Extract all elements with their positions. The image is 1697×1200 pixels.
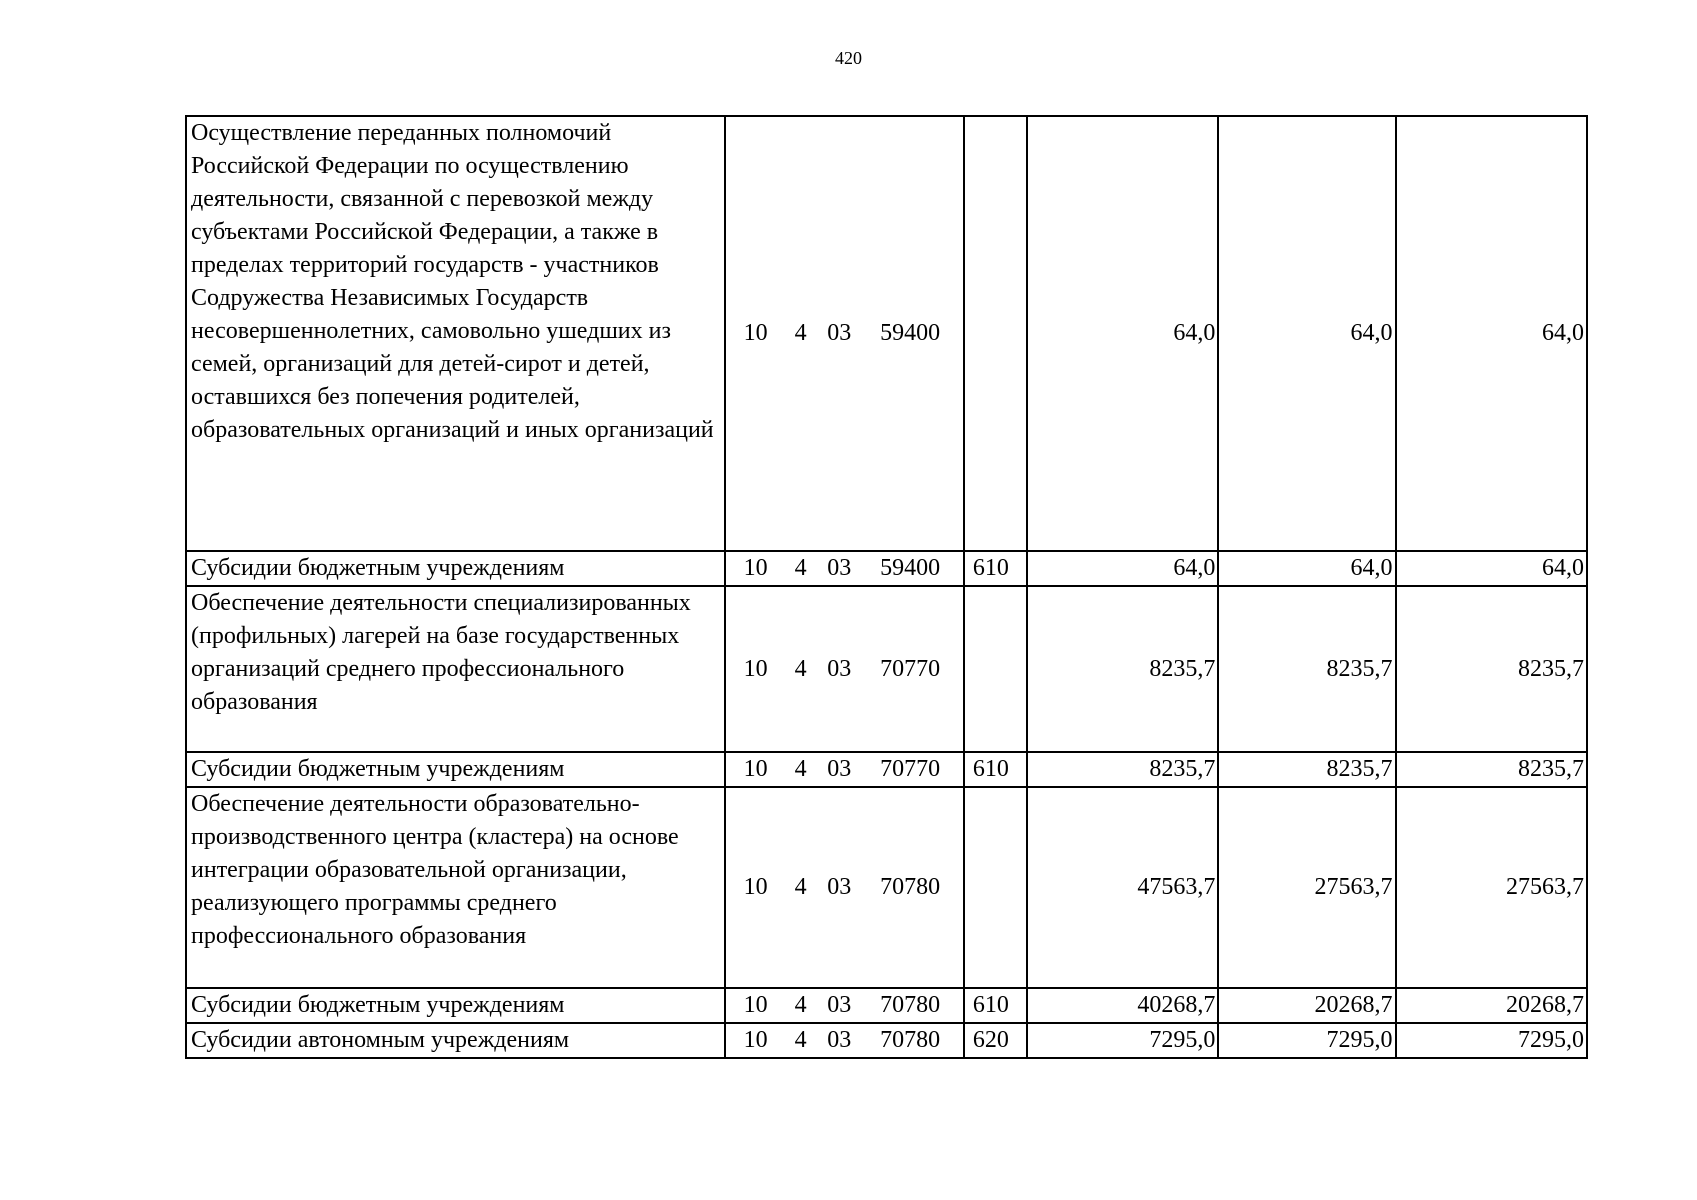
- table-row: [186, 752, 1587, 787]
- code-subsection: 4: [781, 551, 820, 586]
- value-year-2: 8235,7: [1218, 586, 1395, 752]
- row-name: Обеспечение деятельности образовательно-производственного центра (кластера) на основе интеграции образовательной организации, реализующего программы среднего профессионального образования: [186, 787, 725, 988]
- code-section: 10: [725, 551, 781, 586]
- value-year-1: 64,0: [1027, 551, 1218, 586]
- code-direction: 59400: [868, 551, 964, 586]
- value-year-3: 64,0: [1396, 551, 1587, 586]
- value-year-3: 27563,7: [1396, 787, 1587, 988]
- code-subsection: 4: [781, 787, 820, 988]
- code-section: 10: [725, 752, 781, 787]
- value-year-2: 64,0: [1218, 116, 1395, 551]
- value-year-3: 7295,0: [1396, 1023, 1587, 1058]
- code-direction: 70780: [868, 988, 964, 1023]
- expense-type: 620: [964, 1023, 1027, 1058]
- expense-type: [964, 586, 1027, 752]
- value-year-3: 20268,7: [1396, 988, 1587, 1023]
- code-program: 03: [819, 551, 868, 586]
- row-name: Субсидии бюджетным учреждениям: [186, 551, 725, 586]
- code-program: 03: [819, 1023, 868, 1058]
- row-name: Осуществление переданных полномочий Российской Федерации по осуществлению деятельности, связанной с перевозкой между субъектами Российской Федерации, а также в пределах территорий государств - участников Содружества Независимых Государств несовершеннолетних, самовольно ушедших из семей, организаций для детей-сирот и детей, оставшихся без попечения родителей, образовательных организаций и иных организаций: [186, 116, 725, 551]
- code-program: 03: [819, 586, 868, 752]
- code-subsection: 4: [781, 988, 820, 1023]
- value-year-3: 8235,7: [1396, 586, 1587, 752]
- row-name: Обеспечение деятельности специализированных (профильных) лагерей на базе государственных организаций среднего профессионального образования: [186, 586, 725, 752]
- expense-type: 610: [964, 551, 1027, 586]
- value-year-1: 8235,7: [1027, 752, 1218, 787]
- table-row: [186, 1023, 1587, 1058]
- value-year-1: 47563,7: [1027, 787, 1218, 988]
- expense-type: [964, 116, 1027, 551]
- code-direction: 70770: [868, 752, 964, 787]
- code-subsection: 4: [781, 752, 820, 787]
- code-direction: 59400: [868, 116, 964, 551]
- row-name: Субсидии бюджетным учреждениям: [186, 752, 725, 787]
- value-year-3: 64,0: [1396, 116, 1587, 551]
- expense-type: 610: [964, 988, 1027, 1023]
- code-subsection: 4: [781, 116, 820, 551]
- value-year-2: 20268,7: [1218, 988, 1395, 1023]
- value-year-2: 7295,0: [1218, 1023, 1395, 1058]
- code-direction: 70780: [868, 787, 964, 988]
- expense-type: [964, 787, 1027, 988]
- value-year-1: 7295,0: [1027, 1023, 1218, 1058]
- code-section: 10: [725, 586, 781, 752]
- code-direction: 70770: [868, 586, 964, 752]
- page-number: 420: [835, 48, 862, 68]
- code-direction: 70780: [868, 1023, 964, 1058]
- code-section: 10: [725, 787, 781, 988]
- code-subsection: 4: [781, 586, 820, 752]
- code-program: 03: [819, 787, 868, 988]
- code-section: 10: [725, 1023, 781, 1058]
- table-row: [186, 551, 1587, 586]
- table-row: [186, 787, 1587, 988]
- code-program: 03: [819, 988, 868, 1023]
- value-year-2: 27563,7: [1218, 787, 1395, 988]
- table-row: [186, 116, 1587, 551]
- table-row: [186, 988, 1587, 1023]
- value-year-2: 8235,7: [1218, 752, 1395, 787]
- value-year-3: 8235,7: [1396, 752, 1587, 787]
- code-subsection: 4: [781, 1023, 820, 1058]
- budget-table: [185, 115, 1588, 1059]
- code-section: 10: [725, 988, 781, 1023]
- value-year-1: 40268,7: [1027, 988, 1218, 1023]
- table-row: [186, 586, 1587, 752]
- code-section: 10: [725, 116, 781, 551]
- row-name: Субсидии бюджетным учреждениям: [186, 988, 725, 1023]
- value-year-1: 8235,7: [1027, 586, 1218, 752]
- code-program: 03: [819, 116, 868, 551]
- value-year-2: 64,0: [1218, 551, 1395, 586]
- row-name: Субсидии автономным учреждениям: [186, 1023, 725, 1058]
- code-program: 03: [819, 752, 868, 787]
- value-year-1: 64,0: [1027, 116, 1218, 551]
- expense-type: 610: [964, 752, 1027, 787]
